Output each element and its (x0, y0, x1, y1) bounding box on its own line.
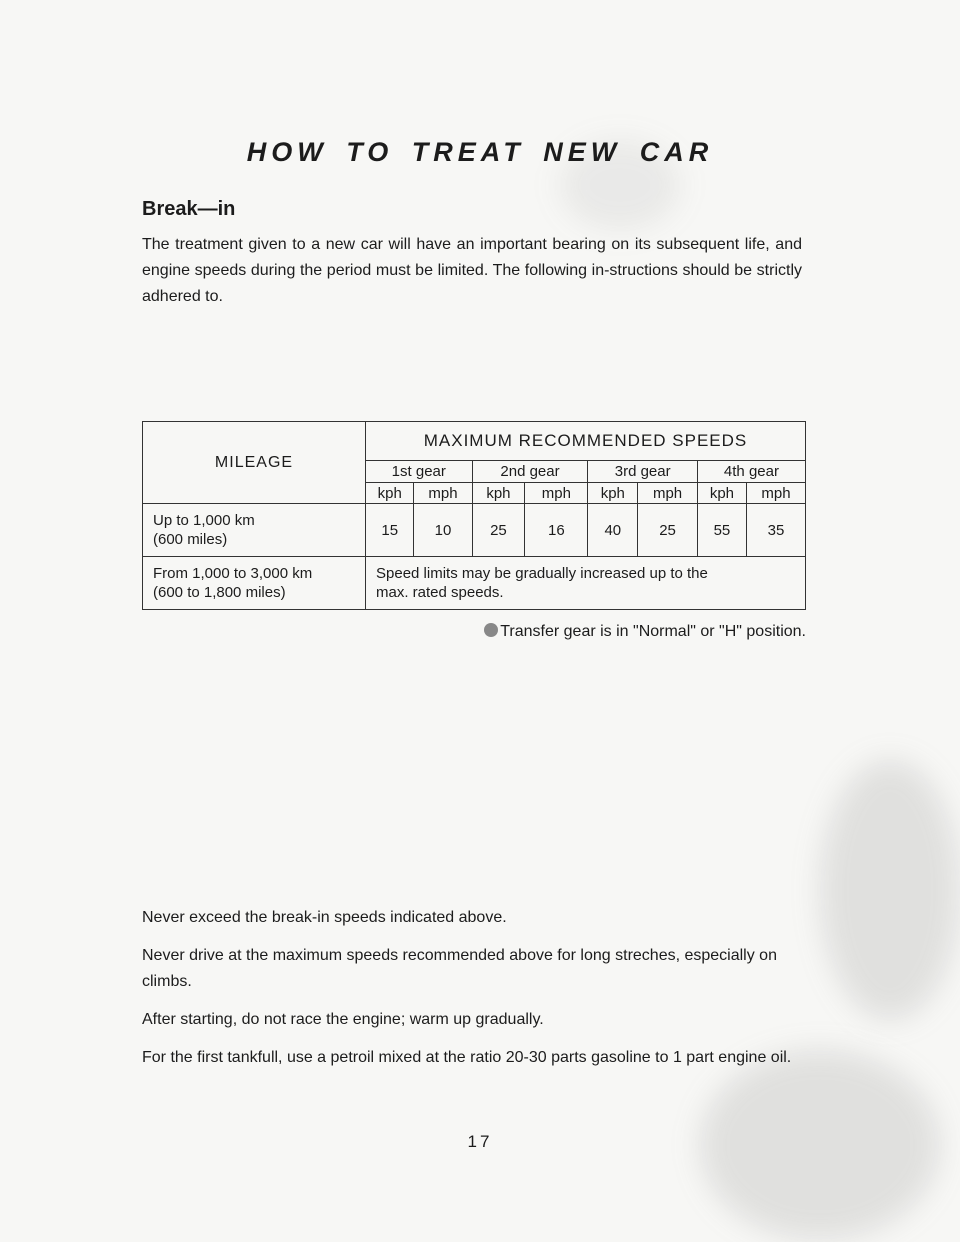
mileage-label-line2: (600 miles) (153, 531, 228, 548)
transfer-gear-footnote (0, 623, 806, 641)
page-number: 17 (467, 1132, 493, 1151)
unit-header: mph (525, 483, 588, 504)
unit-header: kph (697, 483, 746, 504)
table-row (143, 557, 806, 610)
mileage-header: MILEAGE (143, 422, 366, 504)
mileage-label-line1: From 1,000 to 3,000 km (153, 565, 313, 582)
page-title: HOW TO TREAT NEW CAR (246, 137, 714, 167)
unit-header: mph (638, 483, 698, 504)
speed-value: 55 (697, 504, 746, 557)
footnote-text: Transfer gear is in "Normal" or "H" position. (500, 623, 806, 640)
mileage-label (143, 557, 366, 610)
speed-note-line1: Speed limits may be gradually increased up to the (376, 565, 708, 582)
speed-value: 35 (746, 504, 805, 557)
list-item: For the first tankfull, use a petroil mixed at the ratio 20-30 parts gasoline to 1 part engine oil. (142, 1049, 792, 1066)
unit-header: mph (414, 483, 472, 504)
mileage-label (143, 504, 366, 557)
speed-value: 40 (588, 504, 638, 557)
unit-header: kph (472, 483, 525, 504)
speed-value: 25 (638, 504, 698, 557)
list-item: After starting, do not race the engine; warm up gradually. (142, 1011, 544, 1028)
unit-header: mph (746, 483, 805, 504)
max-speeds-header: MAXIMUM RECOMMENDED SPEEDS (366, 422, 806, 461)
footnote-mark-icon (484, 623, 498, 637)
unit-header: kph (366, 483, 414, 504)
gear-header-2nd: 2nd gear (472, 461, 588, 483)
speed-value: 16 (525, 504, 588, 557)
break-in-rules (142, 905, 814, 1083)
speed-value: 15 (366, 504, 414, 557)
speed-value: 10 (414, 504, 472, 557)
break-in-speed-table (142, 421, 806, 610)
list-item: Never drive at the maximum speeds recommended above for long streches, especially on climbs. (142, 947, 777, 990)
list-item: Never exceed the break-in speeds indicated above. (142, 909, 507, 926)
section-heading: Break—in (142, 198, 236, 220)
table-row (143, 504, 806, 557)
speed-note (366, 557, 806, 610)
gear-header-3rd: 3rd gear (588, 461, 697, 483)
intro-paragraph: The treatment given to a new car will have an important bearing on its subsequent life, and engine speeds during the period must be limited. The following in-structions should be strictly adhered to. (142, 236, 802, 305)
gear-header-1st: 1st gear (366, 461, 473, 483)
mileage-label-line2: (600 to 1,800 miles) (153, 584, 286, 601)
unit-header: kph (588, 483, 638, 504)
speed-value: 25 (472, 504, 525, 557)
speed-note-line2: max. rated speeds. (376, 584, 504, 601)
gear-header-4th: 4th gear (697, 461, 805, 483)
mileage-label-line1: Up to 1,000 km (153, 512, 255, 529)
